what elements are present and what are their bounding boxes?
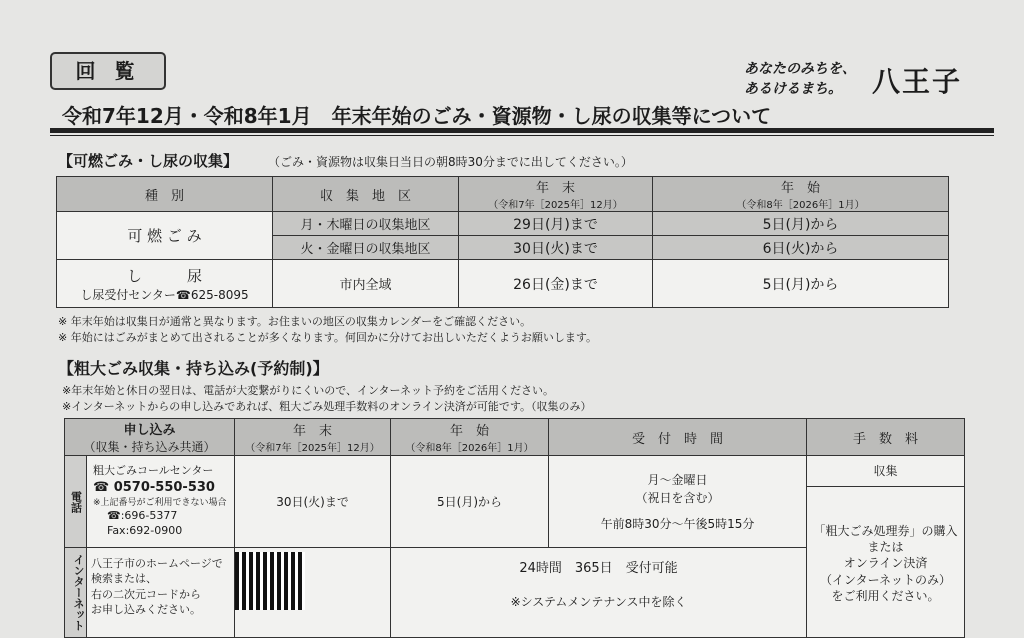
city-logo: 八王子 xyxy=(872,65,963,98)
header-new-year xyxy=(391,419,549,456)
section1-subnote: （ごみ・資源物は収集日当日の朝8時30分までに出してください。） xyxy=(268,155,633,169)
header-year-end-label: 年 末 xyxy=(293,424,333,439)
area-cell: 月・木曜日の収集地区 xyxy=(273,212,459,236)
header-area: 収 集 地 区 xyxy=(273,177,459,212)
fee-line: オンライン決済 xyxy=(843,556,928,571)
fee-description xyxy=(807,487,964,604)
year-end-cell: 30日(火)まで xyxy=(459,236,653,260)
header-year-end-label: 年 末 xyxy=(535,181,575,196)
call-center-name: 粗大ごみコールセンター xyxy=(93,464,214,478)
header-new-year-sub: （令和8年［2026年］1月） xyxy=(405,443,534,454)
header-new-year xyxy=(653,177,949,212)
header-new-year-sub: （令和8年［2026年］1月） xyxy=(736,200,865,211)
year-end-cell: 26日(金)まで xyxy=(459,260,653,308)
number-note: ※上記番号がご利用できない場合 xyxy=(93,497,227,508)
call-center-number-text: 0570-550-530 xyxy=(113,480,215,496)
bulky-waste-table xyxy=(64,418,965,638)
table-row xyxy=(65,456,965,548)
table-row xyxy=(57,212,949,236)
header-year-end xyxy=(235,419,391,456)
header-hours: 受 付 時 間 xyxy=(549,419,807,456)
header-apply-label: 申し込み xyxy=(123,423,176,438)
qr-cell xyxy=(235,548,391,638)
alt-phone: ☎:696-5377 xyxy=(107,508,178,522)
internet-text: 右の二次元コードから xyxy=(91,587,201,601)
phone-contact xyxy=(87,456,235,548)
header-year-end-sub: （令和7年［2025年］12月） xyxy=(488,200,623,211)
phone-days: 月～金曜日 xyxy=(647,472,708,487)
header-apply-sub: （収集・持ち込み共通） xyxy=(83,440,216,454)
new-year-cell: 5日(月)から xyxy=(653,212,949,236)
internet-instructions xyxy=(87,548,235,638)
section1-heading: 【可燃ごみ・し尿の収集】 xyxy=(58,152,239,170)
fee-line: 「粗大ごみ処理券」の購入 xyxy=(813,524,958,538)
phone-time: 午前8時30分～午後5時15分 xyxy=(600,516,755,531)
phone-new-year: 5日(月)から xyxy=(391,456,549,548)
area-cell: 火・金曜日の収集地区 xyxy=(273,236,459,260)
collection-table xyxy=(56,176,949,308)
internet-label: インターネット xyxy=(65,548,87,638)
type-burnable: 可 燃 ご み xyxy=(57,212,273,260)
header-year-end-sub: （令和7年［2025年］12月） xyxy=(245,443,380,454)
title-rule-thin xyxy=(50,135,994,136)
type-night-soil-label: し 尿 xyxy=(126,266,202,285)
fee-cell xyxy=(807,456,965,638)
table-row xyxy=(57,260,949,308)
fee-line: をご利用ください。 xyxy=(831,588,940,603)
phone-icon: ☎ xyxy=(93,480,114,496)
section2-note: ※インターネットからの申し込みであれば、粗大ごみ処理手数料のオンライン決済が可能です。（収集のみ） xyxy=(62,400,592,413)
section1-note: ※ 年末年始は収集日が通常と異なります。お住まいの地区の収集カレンダーをご確認ください。 xyxy=(58,315,532,328)
qr-code-icon[interactable] xyxy=(235,552,305,610)
call-center-number xyxy=(93,479,234,497)
internet-text: お申し込みください。 xyxy=(91,603,201,617)
header-new-year-label: 年 始 xyxy=(780,181,820,196)
night-soil-center: し尿受付センター☎625-8095 xyxy=(80,287,249,302)
new-year-cell: 6日(火)から xyxy=(653,236,949,260)
phone-hours xyxy=(549,456,807,548)
area-cell: 市内全域 xyxy=(273,260,459,308)
circular-stamp: 回 覧 xyxy=(50,52,166,90)
fee-line: （インターネットのみ） xyxy=(820,572,951,587)
phone-label: 電話 xyxy=(65,456,87,548)
phone-year-end: 30日(火)まで xyxy=(235,456,391,548)
header-type: 種 別 xyxy=(57,177,273,212)
fee-line: または xyxy=(867,540,904,555)
title-rule xyxy=(50,128,994,133)
maintenance-note: ※システムメンテナンス中を除く xyxy=(510,595,687,609)
header-new-year-label: 年 始 xyxy=(450,424,490,439)
internet-hours-text: 24時間 365日 受付可能 xyxy=(519,561,678,576)
section2-heading: 【粗大ごみ収集・持ち込み(予約制)】 xyxy=(58,359,329,378)
internet-hours xyxy=(391,548,807,638)
internet-text: 八王子市のホームページで xyxy=(91,557,223,570)
new-year-cell: 5日(月)から xyxy=(653,260,949,308)
page-title: 令和7年12月・令和8年1月 年末年始のごみ・資源物・し尿の収集等について xyxy=(62,104,772,128)
type-night-soil xyxy=(57,260,273,308)
header-apply xyxy=(65,419,235,456)
internet-text: 検索または、 xyxy=(91,572,157,586)
header-fee: 手 数 料 xyxy=(807,419,965,456)
phone-days-sub: （祝日を含む） xyxy=(635,490,720,505)
year-end-cell: 29日(月)まで xyxy=(459,212,653,236)
tagline-line1: あなたのみちを、 xyxy=(744,61,856,77)
fee-collection-head: 収集 xyxy=(807,456,964,487)
city-tagline xyxy=(744,60,856,99)
tagline-line2: あるけるまち。 xyxy=(744,80,842,97)
fax-number: Fax:692-0900 xyxy=(107,523,183,537)
section1-note: ※ 年始にはごみがまとめて出されることが多くなります。何回かに分けてお出しいただくようお願いします。 xyxy=(58,331,597,344)
section2-note: ※年末年始と休日の翌日は、電話が大変繋がりにくいので、インターネット予約をご活用ください。 xyxy=(62,384,555,397)
header-year-end xyxy=(459,177,653,212)
